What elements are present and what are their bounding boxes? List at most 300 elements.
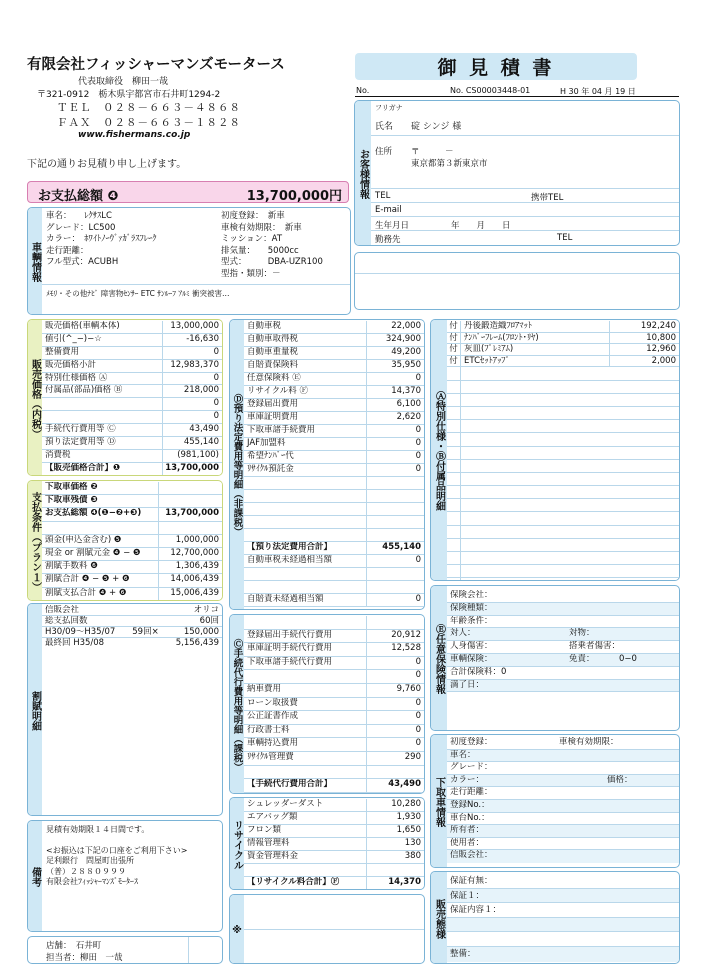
table-row [244, 516, 424, 529]
table-row [244, 386, 424, 399]
row-label: 【預り法定費用合計】 [247, 542, 333, 552]
table-row [447, 321, 679, 333]
vehicle-transmission: ミッション：AT [221, 234, 283, 245]
payment-side-label: 支払条件（プラン１） [28, 481, 42, 601]
note-mark: ※ [230, 895, 244, 964]
table-row [42, 588, 222, 601]
empty-row [447, 447, 679, 460]
tradein-first-reg: 初度登録： [450, 737, 493, 747]
row-value: 9,760 [366, 684, 424, 697]
row-label: お支払総額 ❹(❶−❷+❸) [45, 508, 142, 519]
row-label: リサイクル料 Ⓕ [247, 386, 309, 396]
customer-panel [354, 100, 680, 246]
address-label: 住所 [375, 147, 393, 157]
row-value: 12,700,000 [158, 548, 222, 560]
document-title: 御 見 積 書 [355, 53, 637, 80]
warranty-1: 保証１： [450, 890, 485, 901]
row-label [244, 581, 366, 593]
staff-panel [27, 936, 223, 964]
table-row [244, 555, 424, 568]
row-label: 登録届出手続代行費用 [247, 629, 333, 640]
table-row [244, 630, 424, 644]
sale-state-side-label: 販売態様 [431, 872, 447, 964]
company-name: 有限会社フィッシャーマンズモータース [27, 57, 285, 73]
row-value: 22,000 [366, 321, 424, 333]
row-value: 130 [366, 838, 424, 850]
empty-row [447, 499, 679, 512]
insurance-side-label: Ⓔ任意保険情報 [431, 586, 447, 731]
payment-rows [42, 482, 222, 601]
table-row [244, 399, 424, 412]
tradein-inspection: 車検有効期限： [559, 737, 619, 747]
customer-extra-panel [354, 252, 680, 310]
table-row [244, 698, 424, 712]
remarks-side-label: 備考 [28, 821, 42, 932]
row-value [158, 495, 222, 507]
row-value: 43,490 [162, 424, 222, 436]
empty-row [447, 460, 679, 473]
row-prefix: 付 [447, 321, 461, 332]
row-value [366, 503, 424, 515]
row-value: 0 [366, 670, 424, 683]
row-value: 13,700,000 [162, 463, 222, 475]
doc-number: No. CS00003448-01 [450, 86, 531, 95]
greeting-text: 下記の通りお見積り申し上げます。 [27, 159, 187, 170]
row-label [244, 864, 366, 876]
table-row [42, 334, 222, 347]
row-value: 218,000 [162, 385, 222, 397]
row-label: 灰皿(ﾌﾟﾚﾐｱﾑ) [464, 344, 514, 355]
row-label: 下取車諸手続費用 [247, 425, 316, 435]
table-row [42, 437, 222, 450]
empty-row [447, 367, 679, 380]
company-address: 〒321-0912 栃木県宇都宮市石井町1294-2 [37, 90, 221, 100]
customer-name: 碇 シンジ 様 [411, 122, 462, 132]
payment-count: 60回 [199, 616, 219, 626]
credit-company-label: 信販会社 [45, 605, 80, 615]
row-value [158, 482, 222, 494]
installment-amount: 150,000 [183, 627, 219, 637]
recycle-panel [229, 797, 425, 890]
row-label: 付属品(部品)価格 Ⓑ [45, 385, 123, 396]
accessories-rows [447, 321, 679, 581]
row-label: 自動車税未経過相当額 [247, 555, 333, 565]
row-value: 290 [366, 752, 424, 765]
recycle-side-label: リサイクル [230, 798, 244, 890]
legal-fees-side-label: Ⓓ預り法定費用等明細（非課税） [230, 320, 244, 610]
row-value: 1,306,439 [158, 561, 222, 573]
table-row [447, 333, 679, 345]
legal-fees-rows [244, 321, 424, 607]
name-label: 氏名 [375, 122, 394, 132]
vehicle-displacement: 排気量： 5000cc [221, 245, 299, 256]
table-row [244, 738, 424, 752]
payment-count-label: 総支払回数 [45, 616, 88, 626]
row-value: 10,280 [366, 799, 424, 811]
row-label: 自動車取得税 [247, 334, 299, 344]
table-row [244, 464, 424, 477]
row-prefix: 付 [447, 356, 461, 367]
row-value: 0 [366, 555, 424, 567]
company-website[interactable]: www.fishermans.co.jp [78, 130, 191, 140]
empty-row [447, 565, 679, 578]
tradein-color: カラー： [450, 774, 485, 785]
empty-row [447, 394, 679, 407]
sale-state-panel [430, 871, 680, 964]
doc-number-label: No. [356, 86, 370, 95]
row-value: 324,900 [366, 334, 424, 346]
maintenance: 整備： [450, 948, 476, 959]
row-value: 0 [162, 411, 222, 423]
accessories-panel [430, 319, 680, 581]
row-label: 頭金(申込金含む) ❺ [45, 534, 122, 545]
tradein-reg-no: 登録No.： [450, 799, 490, 810]
row-label [244, 568, 366, 580]
table-row [42, 450, 222, 463]
table-row [42, 548, 222, 561]
row-label: 消費税 [45, 449, 71, 460]
row-label: 希望ﾅﾝﾊﾞｰ代 [247, 451, 294, 461]
tradein-owner: 所有者： [450, 825, 485, 836]
table-row [244, 643, 424, 657]
row-label [244, 516, 366, 528]
ins-person: 対人： [450, 628, 476, 639]
table-row [42, 463, 222, 476]
row-value: 12,528 [366, 643, 424, 656]
total-value: 13,700,000円 [246, 189, 342, 204]
table-row [244, 451, 424, 464]
vehicle-type: 型指・類別：－ [221, 268, 281, 279]
row-value: 0 [366, 738, 424, 751]
ins-property: 対物： [569, 628, 595, 639]
row-label [244, 766, 366, 779]
ins-deductible: 0−0 [619, 653, 637, 664]
remark-bank: 足利銀行 問屋町出張所 [46, 856, 134, 865]
table-row [244, 657, 424, 671]
empty-row [447, 473, 679, 486]
warranty-present: 保証有無： [450, 876, 493, 886]
row-value: 49,200 [366, 347, 424, 359]
row-value: 455,140 [162, 437, 222, 449]
row-value [366, 581, 424, 593]
table-row [42, 522, 222, 535]
row-label: ETCｾｯﾄｱｯﾌﾟ [464, 355, 510, 366]
row-label: ﾘｻｲｸﾙ預託金 [247, 464, 294, 474]
accessories-side-label: Ⓐ特別仕様・Ⓑ付属品明細 [431, 320, 447, 581]
row-label [244, 529, 366, 541]
empty-row [447, 512, 679, 525]
tradein-credit: 信販会社： [450, 850, 493, 861]
final-payment-amount: 5,156,439 [175, 638, 219, 648]
row-label: ローン取扱費 [247, 697, 298, 708]
tradein-name: 車名： [450, 749, 476, 760]
vehicle-panel [27, 207, 351, 315]
row-label: フロン類 [247, 825, 282, 835]
remarks-panel [27, 820, 223, 932]
row-value: 0 [366, 438, 424, 450]
table-row [244, 438, 424, 451]
table-row [244, 412, 424, 425]
row-label [42, 411, 162, 423]
row-label: 値引(^_−)−☆ [45, 333, 102, 344]
row-value: 15,006,439 [158, 588, 222, 600]
table-row [42, 360, 222, 373]
table-row [244, 877, 424, 890]
row-value: 1,930 [366, 812, 424, 824]
row-value: 0 [366, 451, 424, 463]
row-label [244, 616, 366, 629]
customer-address: 東京都第３新東京市 [411, 159, 488, 169]
row-label: 特別仕様価格 Ⓐ [45, 372, 108, 383]
vehicle-model: 型式： DBA-UZR100 [221, 257, 323, 268]
table-row [244, 425, 424, 438]
row-label [244, 503, 366, 515]
row-value [366, 490, 424, 502]
vehicle-color: カラー： ﾎﾜｲﾄﾉｰｳﾞｧｶﾞﾗｽﾌﾚｰｸ [46, 234, 157, 245]
row-value: 0 [366, 725, 424, 738]
row-value: 192,240 [609, 321, 679, 332]
row-label: 【手続代行費用合計】 [247, 779, 333, 790]
row-value [366, 529, 424, 541]
row-value: 2,620 [366, 412, 424, 424]
table-row [244, 616, 424, 630]
row-value: 12,960 [609, 344, 679, 355]
table-row [244, 503, 424, 516]
row-value: 13,000,000 [162, 321, 222, 333]
doc-date: H 30 年 04 月 19 日 [560, 87, 636, 96]
table-row [244, 851, 424, 864]
vehicle-inspection: 車検有効期限： 新車 [221, 222, 302, 233]
table-row [244, 490, 424, 503]
row-value: 0 [162, 373, 222, 385]
row-value: 455,140 [366, 542, 424, 554]
tradein-panel [430, 734, 680, 868]
table-row [244, 670, 424, 684]
email-label: E-mail [375, 205, 402, 215]
row-value: 0 [366, 425, 424, 437]
row-value: 0 [366, 594, 424, 606]
table-row [42, 561, 222, 574]
row-label [42, 398, 162, 410]
ins-company: 保険会社： [450, 590, 493, 600]
row-value: 13,700,000 [158, 508, 222, 520]
sales-rows [42, 321, 222, 476]
ins-injury: 人身傷害： [450, 641, 493, 652]
recycle-rows [244, 799, 424, 890]
work-label: 勤務先 [375, 235, 401, 245]
row-label: 自賠責未経過相当額 [247, 594, 324, 604]
vehicle-options: ﾒﾓﾘ・その他ﾅﾋﾞ 障害物ｾﾝｻｰ ETC ｻﾝﾙｰﾌ ｱﾙﾐ 衝突被害… [46, 289, 230, 298]
sales-panel [27, 319, 223, 476]
row-label: シュレッダーダスト [247, 799, 324, 809]
table-row [244, 838, 424, 851]
mobile-label: 携帯TEL [531, 193, 564, 203]
row-label: 【販売価格合計】❶ [45, 462, 121, 473]
vehicle-side-label: 車輌情報 [28, 208, 42, 315]
row-label: 行政書士料 [247, 724, 290, 735]
tradein-grade: グレード： [450, 762, 493, 773]
customer-side-label: お客様情報 [355, 101, 371, 246]
row-value: 43,490 [366, 779, 424, 792]
row-label: エアバッグ類 [247, 812, 298, 822]
empty-row [447, 407, 679, 420]
company-representative: 代表取締役 柳田一哉 [78, 77, 169, 87]
tradein-chassis: 車台No.： [450, 812, 490, 823]
row-label: 割賦支払合計 ❹ + ❻ [45, 587, 127, 598]
row-label: 下取車諸手続代行費用 [247, 656, 333, 667]
row-value: 380 [366, 851, 424, 863]
row-value [366, 864, 424, 876]
table-row [244, 752, 424, 766]
table-row [244, 373, 424, 386]
note-panel [229, 894, 425, 964]
tradein-mileage: 走行距離： [450, 787, 493, 798]
row-value [366, 616, 424, 629]
row-value [366, 477, 424, 489]
row-value: (981,100) [162, 450, 222, 462]
installment-side-label: 割賦明細 [28, 604, 42, 816]
row-label [42, 522, 158, 534]
table-row [42, 321, 222, 334]
row-label: 下取車残債 ❸ [45, 495, 98, 506]
empty-row [447, 578, 679, 581]
table-row [244, 864, 424, 877]
row-label: 自賠責保険料 [247, 360, 299, 370]
table-row [42, 385, 222, 398]
row-label: 納車費用 [247, 683, 282, 694]
staff-name: 担当者：柳田 一哉 [46, 953, 123, 963]
row-label: ﾘｻｲｸﾙ管理費 [247, 751, 294, 762]
table-row [447, 344, 679, 356]
tradein-user: 使用者： [450, 837, 485, 848]
work-tel-label: TEL [557, 233, 573, 243]
remark-account: （普）２８８０９９９ [46, 866, 126, 876]
tradein-price: 価格： [607, 774, 633, 785]
row-value [366, 516, 424, 528]
procedure-fees-panel [229, 614, 425, 794]
row-label: ﾅﾝﾊﾞｰﾌﾚｰﾑ(ﾌﾛﾝﾄ･ﾘﾔ) [464, 332, 539, 343]
table-row [244, 812, 424, 825]
row-value: 0 [366, 711, 424, 724]
table-row [244, 799, 424, 812]
table-row [447, 356, 679, 368]
table-row [244, 581, 424, 594]
row-label: 手続代行費用等 Ⓒ [45, 424, 116, 435]
row-label: 登録届出費用 [247, 399, 299, 409]
row-prefix: 付 [447, 344, 461, 355]
vehicle-full-model: フル型式：ACUBH [46, 257, 119, 268]
row-label: 車庫証明手続代行費用 [247, 643, 333, 654]
row-value: 20,912 [366, 630, 424, 643]
row-label: 割賦合計 ❹ − ❺ + ❻ [45, 574, 130, 585]
vehicle-grade: グレード：LC500 [46, 222, 116, 233]
insurance-panel [430, 585, 680, 731]
company-fax: ＦＡＸ ０２８－６６３－１８２８ [57, 117, 241, 129]
row-prefix: 付 [447, 333, 461, 344]
row-value [366, 568, 424, 580]
row-value: 0 [366, 464, 424, 476]
row-value: 0 [366, 373, 424, 385]
row-value: 0 [162, 347, 222, 359]
row-value: 6,100 [366, 399, 424, 411]
procedure-fees-rows [244, 616, 424, 793]
row-value: 14,006,439 [158, 574, 222, 586]
table-row [42, 411, 222, 424]
table-row [244, 766, 424, 780]
store-name: 店舗： 石井町 [46, 941, 102, 951]
row-value: 0 [366, 698, 424, 711]
row-value: -16,630 [162, 334, 222, 346]
row-value: 0 [366, 657, 424, 670]
row-label: 車輌持込費用 [247, 738, 299, 749]
table-row [42, 482, 222, 495]
tel-label: TEL [375, 191, 391, 201]
remark-validity: 見積有効期限１４日間です。 [46, 825, 150, 834]
table-row [244, 542, 424, 555]
total-label: お支払総額 ❹ [38, 189, 119, 204]
table-row [42, 424, 222, 437]
row-label: 車庫証明費用 [247, 412, 299, 422]
table-row [42, 495, 222, 508]
row-label: 資金管理料金 [247, 851, 299, 861]
birth-ymd: 年 月 日 [451, 221, 511, 231]
table-row [244, 711, 424, 725]
installment-panel [27, 603, 223, 816]
row-value: 1,650 [366, 825, 424, 837]
empty-row [447, 539, 679, 552]
table-row [244, 825, 424, 838]
table-row [42, 508, 222, 521]
row-value: 12,983,370 [162, 360, 222, 372]
table-row [42, 574, 222, 587]
row-label: 情報管理料 [247, 838, 290, 848]
table-row [42, 535, 222, 548]
table-row [244, 529, 424, 542]
row-label [244, 490, 366, 502]
empty-row [447, 381, 679, 394]
birth-label: 生年月日 [375, 221, 410, 231]
row-label: 現金 or 割賦元金 ❹ − ❺ [45, 547, 141, 558]
row-label: 整備費用 [45, 346, 80, 357]
table-row [244, 477, 424, 490]
row-value: 14,370 [366, 386, 424, 398]
remark-holder: 有限会社ﾌｨｯｼｬｰﾏﾝｽﾞﾓｰﾀｰｽ [46, 877, 138, 886]
table-row [244, 321, 424, 334]
ins-expiry: 満了日： [450, 679, 485, 690]
ins-passenger: 搭乗者傷害： [569, 641, 621, 652]
table-row [244, 725, 424, 739]
row-label: 販売価格(車輌本体) [45, 321, 120, 331]
tradein-side-label: 下取車情報 [431, 735, 447, 868]
company-tel: ＴＥＬ ０２８－６６３－４８６８ [57, 102, 241, 114]
table-row [244, 684, 424, 698]
empty-row [447, 433, 679, 446]
row-value: 0 [162, 398, 222, 410]
row-label: 公正証書作成 [247, 711, 299, 722]
total-bar [27, 181, 349, 203]
furigana-label: フリガナ [375, 104, 403, 112]
empty-row [447, 486, 679, 499]
row-label: 丹後鍛造織ﾌﾛｱﾏｯﾄ [464, 321, 533, 331]
row-label [244, 477, 366, 489]
table-row [244, 360, 424, 373]
credit-company: オリコ [193, 605, 219, 615]
row-label: 自動車重量税 [247, 347, 299, 357]
table-row [244, 779, 424, 793]
table-row [42, 373, 222, 386]
ins-vehicle: 車輌保険： [450, 653, 493, 664]
row-label: 預り法定費用等 Ⓓ [45, 437, 116, 448]
